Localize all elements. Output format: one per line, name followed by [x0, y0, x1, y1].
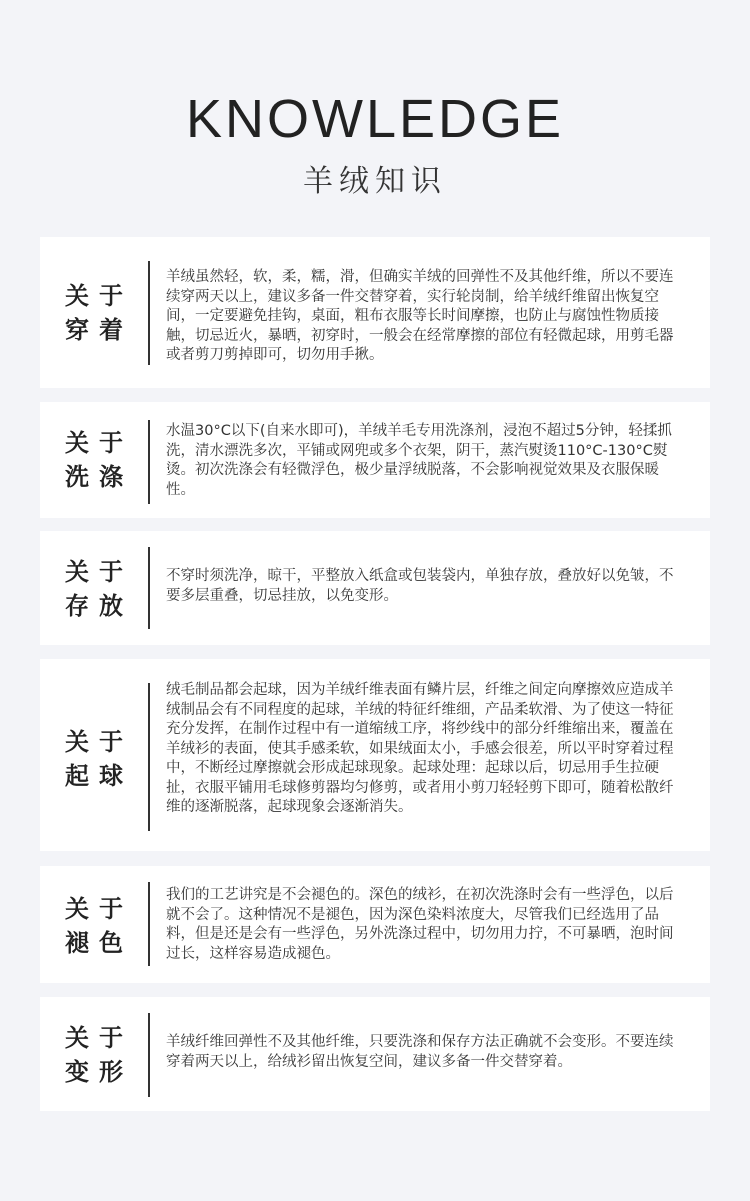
section-label [40, 555, 148, 623]
section-text: 羊绒虽然轻，软，柔，糯，滑，但确实羊绒的回弹性不及其他纤维，所以不要连续穿两天以上，建议多备一件交替穿着，实行轮岗制，给羊绒纤维留出恢复空间，一定要避免挂钩，桌面，粗布衣服等长时间摩擦，也防止与腐蚀性物质接触，切忌近火，暴晒，初穿时，一般会在经常摩擦的部位有轻微起球，用剪毛器或者剪刀剪掉即可，切勿用手揪。 [166, 269, 674, 363]
section-label-line1: 关于 [65, 895, 133, 923]
section-text: 我们的工艺讲究是不会褪色的。深色的绒衫，在初次洗涤时会有一些浮色，以后就不会了。这种情况不是褪色，因为深色染料浓度大，尽管我们已经选用了品料，但是还是会有一些浮色，另外洗涤过程中，切勿用力拧，不可暴晒，泡时间过长，这样容易造成褪色。 [166, 887, 674, 962]
section-card-wearing [40, 237, 710, 388]
section-text: 不穿时须洗净，晾干，平整放入纸盒或包装袋内，单独存放，叠放好以免皱，不要多层重叠，切忌挂放，以免变形。 [166, 568, 674, 604]
section-label [40, 892, 148, 960]
section-text: 水温30°C以下(自来水即可)，羊绒羊毛专用洗涤剂，浸泡不超过5分钟，轻揉抓洗，清水漂洗多次，平铺或网兜或多个衣架，阴干，蒸汽熨烫110°C-130°C熨烫。初次洗涤会有轻微浮色，极少量浮绒脱落，不会影响视觉效果及衣服保暖性。 [166, 423, 672, 498]
section-label [40, 1021, 148, 1089]
section-card-deformation [40, 997, 710, 1111]
section-card-fading [40, 866, 710, 983]
section-label-line2: 褪色 [65, 929, 133, 957]
section-label-line2: 穿着 [65, 316, 133, 344]
section-card-pilling [40, 659, 710, 851]
section-card-washing [40, 402, 710, 518]
section-label-line1: 关于 [65, 558, 133, 586]
section-divider [148, 683, 150, 831]
section-divider [148, 547, 150, 629]
page-title-en: KNOWLEDGE [185, 89, 565, 149]
section-text: 绒毛制品都会起球，因为羊绒纤维表面有鳞片层，纤维之间定向摩擦效应造成羊绒制品会有不同程度的起球，羊绒的特征纤维细，产品柔软滑、为了使这一特征充分发挥，在制作过程中有一道缩绒工序，将纱线中的部分纤维缩出来，覆盖在羊绒衫的表面，使其手感柔软，如果绒面太小，手感会很差，所以平时穿着过程中，不断经过摩擦就会形成起球现象。起球处理：起球以后，切忌用手生拉硬扯，衣服平铺用毛球修剪器均匀修剪，或者用小剪刀轻轻剪下即可，随着松散纤维的逐渐脱落，起球现象会逐渐消失。 [166, 682, 674, 815]
section-divider [148, 420, 150, 504]
section-divider [148, 261, 150, 365]
section-label-line1: 关于 [65, 282, 133, 310]
section-label [40, 426, 148, 494]
section-label-line2: 洗涤 [65, 463, 133, 491]
section-label-line2: 变形 [65, 1058, 133, 1086]
section-divider [148, 882, 150, 966]
section-label-line2: 起球 [65, 762, 133, 790]
page-title-cn: 羊绒知识 [303, 164, 447, 199]
section-label-line1: 关于 [65, 1024, 133, 1052]
section-label [40, 725, 148, 793]
section-label-line2: 存放 [65, 592, 133, 620]
section-label-line1: 关于 [65, 728, 133, 756]
section-label-line1: 关于 [65, 429, 133, 457]
section-text: 羊绒纤维回弹性不及其他纤维，只要洗涤和保存方法正确就不会变形。不要连续穿着两天以上，给绒衫留出恢复空间，建议多备一件交替穿着。 [166, 1034, 674, 1070]
section-card-storage [40, 531, 710, 645]
section-label [40, 279, 148, 347]
section-divider [148, 1013, 150, 1097]
